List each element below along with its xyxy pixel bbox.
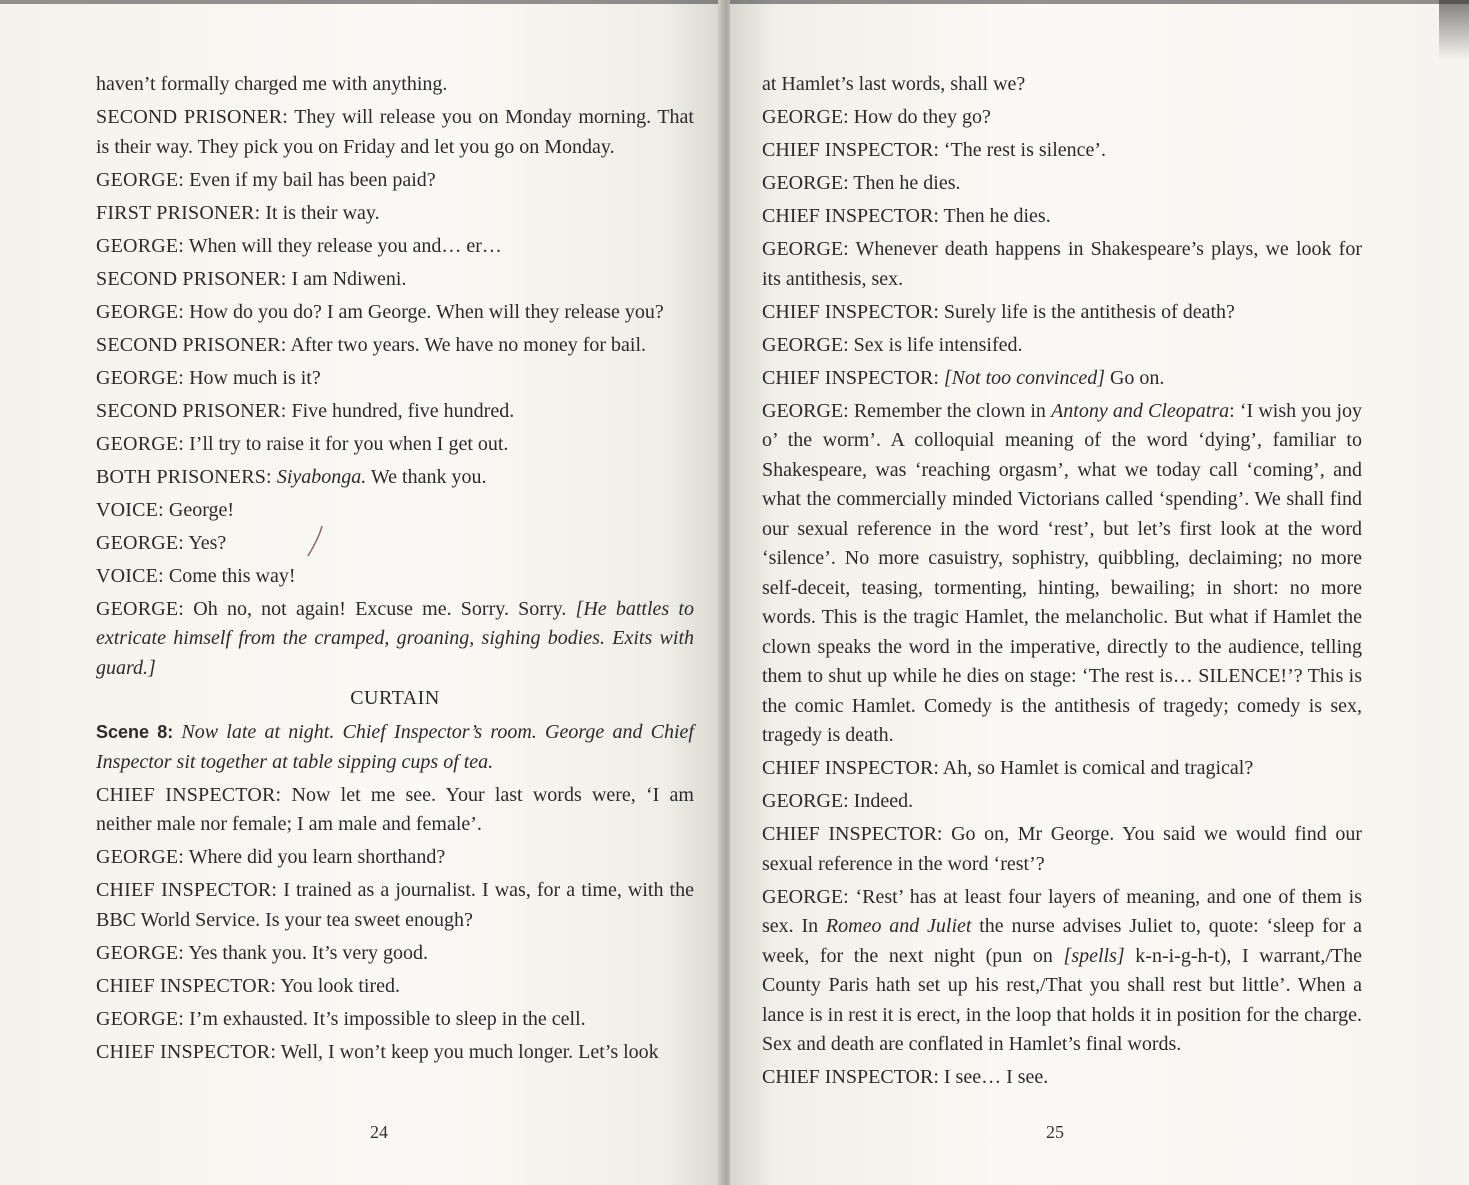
dialogue-line: CHIEF INSPECTOR: Then he dies.: [762, 205, 1051, 227]
dialogue-line: GEORGE: When will they release you and… er…: [96, 234, 502, 257]
curtain-heading: CURTAIN: [350, 687, 440, 709]
dialogue-line: GEORGE: Yes?: [96, 531, 227, 554]
page-number: 24: [370, 1122, 388, 1142]
dialogue-line: FIRST PRISONER: It is their way.: [96, 201, 380, 224]
dialogue-line: at Hamlet’s last words, shall we?: [762, 73, 1026, 95]
right-page: [730, 0, 1469, 1185]
dialogue-line: CHIEF INSPECTOR: I trained as a journalist. I was, for a time, with the BBC World Service. Is your tea sweet enough?: [96, 879, 694, 931]
dialogue-line: GEORGE: Whenever death happens in Shakespeare’s plays, we look for its antithesis, sex.: [762, 238, 1362, 290]
dialogue-line: haven’t formally charged me with anything.: [96, 73, 448, 95]
dialogue-line: GEORGE: Yes thank you. It’s very good.: [96, 941, 428, 964]
dialogue-line: GEORGE: How do they go?: [762, 106, 991, 128]
dialogue-line: CHIEF INSPECTOR: Ah, so Hamlet is comical and tragical?: [762, 757, 1254, 779]
dialogue-line: CHIEF INSPECTOR: Go on, Mr George. You said we would find our sexual reference in the word ‘rest’?: [762, 823, 1362, 875]
dialogue-line: GEORGE: Where did you learn shorthand?: [96, 846, 446, 868]
page-top-edge: [730, 0, 1469, 4]
dialogue-line: GEORGE: Indeed.: [762, 790, 914, 812]
dialogue-line: GEORGE: I’ll try to raise it for you when I get out.: [96, 432, 509, 455]
dialogue-line: GEORGE: Then he dies.: [762, 172, 961, 194]
dialogue-line: CHIEF INSPECTOR: I see… I see.: [762, 1066, 1049, 1088]
dialogue-line: GEORGE: Oh no, not again! Excuse me. Sorry. Sorry. [He battles to extricate himself from the cramped, groaning, sighing bodies. Exits with guard.]: [96, 597, 694, 679]
right-page-text: [762, 70, 1362, 1096]
dialogue-line: SECOND PRISONER: I am Ndiweni.: [96, 267, 407, 290]
scene-heading: Scene 8: Now late at night. Chief Inspector’s room. George and Chief Inspector sit together at table sipping cups of tea.: [96, 721, 694, 773]
dialogue-line: SECOND PRISONER: They will release you on Monday morning. That is their way. They pick you on Friday and let you go on Monday.: [96, 106, 694, 158]
pencil-mark-icon: [300, 524, 330, 558]
left-page: [0, 0, 722, 1185]
dialogue-line: GEORGE: Remember the clown in Antony and Cleopatra: ‘I wish you joy o’ the worm’. A colloquial meaning of the word ‘dying’, familiar to Shakespeare, was ‘reaching orgasm’, what we today call ‘coming’, and what the commercially minded Victorians called ‘spending’. We shall find our sexual reference in the word ‘rest’, but let’s first look at the word ‘silence’. No more casuistry, sophistry, quibbling, declaiming; no more self-deceit, teasing, tormenting, hinting, bewailing; in short: no more words. This is the tragic Hamlet, the melancholic. But what if Hamlet the clown speaks the word in the imperative, directly to the audience, telling them to shut up while he dies on stage: ‘The rest is… SILENCE!’? This is the comic Hamlet. Comedy is the antithesis of tragedy; comedy is sex, tragedy is death.: [762, 399, 1363, 746]
dialogue-line: CHIEF INSPECTOR: You look tired.: [96, 974, 400, 997]
dialogue-line: VOICE: George!: [96, 498, 235, 521]
dialogue-line: SECOND PRISONER: Five hundred, five hundred.: [96, 399, 515, 422]
dialogue-line: GEORGE: How do you do? I am George. When will they release you?: [96, 300, 664, 323]
dialogue-line: GEORGE: I’m exhausted. It’s impossible to sleep in the cell.: [96, 1007, 586, 1030]
dialogue-line: GEORGE: ‘Rest’ has at least four layers of meaning, and one of them is sex. In Romeo and Juliet the nurse advises Juliet to, quote: ‘sleep for a week, for the next night (pun on [spells] k-n-i-g-h-t), I warrant,/The County Paris hath set up his rest,/That you shall rest but little’. When a lance is in rest it is erect, in the loop that holds it in position for the charge. Sex and death are conflated in Hamlet’s final words.: [762, 885, 1362, 1055]
dialogue-line: GEORGE: Even if my bail has been paid?: [96, 168, 436, 191]
dialogue-line: CHIEF INSPECTOR: Now let me see. Your last words were, ‘I am neither male nor female; I am male and female’.: [96, 783, 694, 835]
dialogue-line: CHIEF INSPECTOR: [Not too convinced] Go on.: [762, 366, 1165, 389]
page-number: 25: [1046, 1122, 1064, 1142]
dialogue-line: CHIEF INSPECTOR: ‘The rest is silence’.: [762, 139, 1107, 161]
dialogue-line: CHIEF INSPECTOR: Well, I won’t keep you much longer. Let’s look: [96, 1040, 659, 1063]
page-top-edge: [0, 0, 722, 4]
dialogue-line: GEORGE: Sex is life intensifed.: [762, 333, 1023, 356]
dialogue-line: BOTH PRISONERS: Siyabonga. We thank you.: [96, 465, 487, 488]
page-corner-shadow: [1439, 0, 1469, 60]
dialogue-line: SECOND PRISONER: After two years. We have no money for bail.: [96, 333, 647, 356]
dialogue-line: CHIEF INSPECTOR: Surely life is the antithesis of death?: [762, 300, 1235, 323]
left-page-text: [96, 70, 694, 1071]
dialogue-line: VOICE: Come this way!: [96, 564, 296, 587]
dialogue-line: GEORGE: How much is it?: [96, 366, 321, 389]
